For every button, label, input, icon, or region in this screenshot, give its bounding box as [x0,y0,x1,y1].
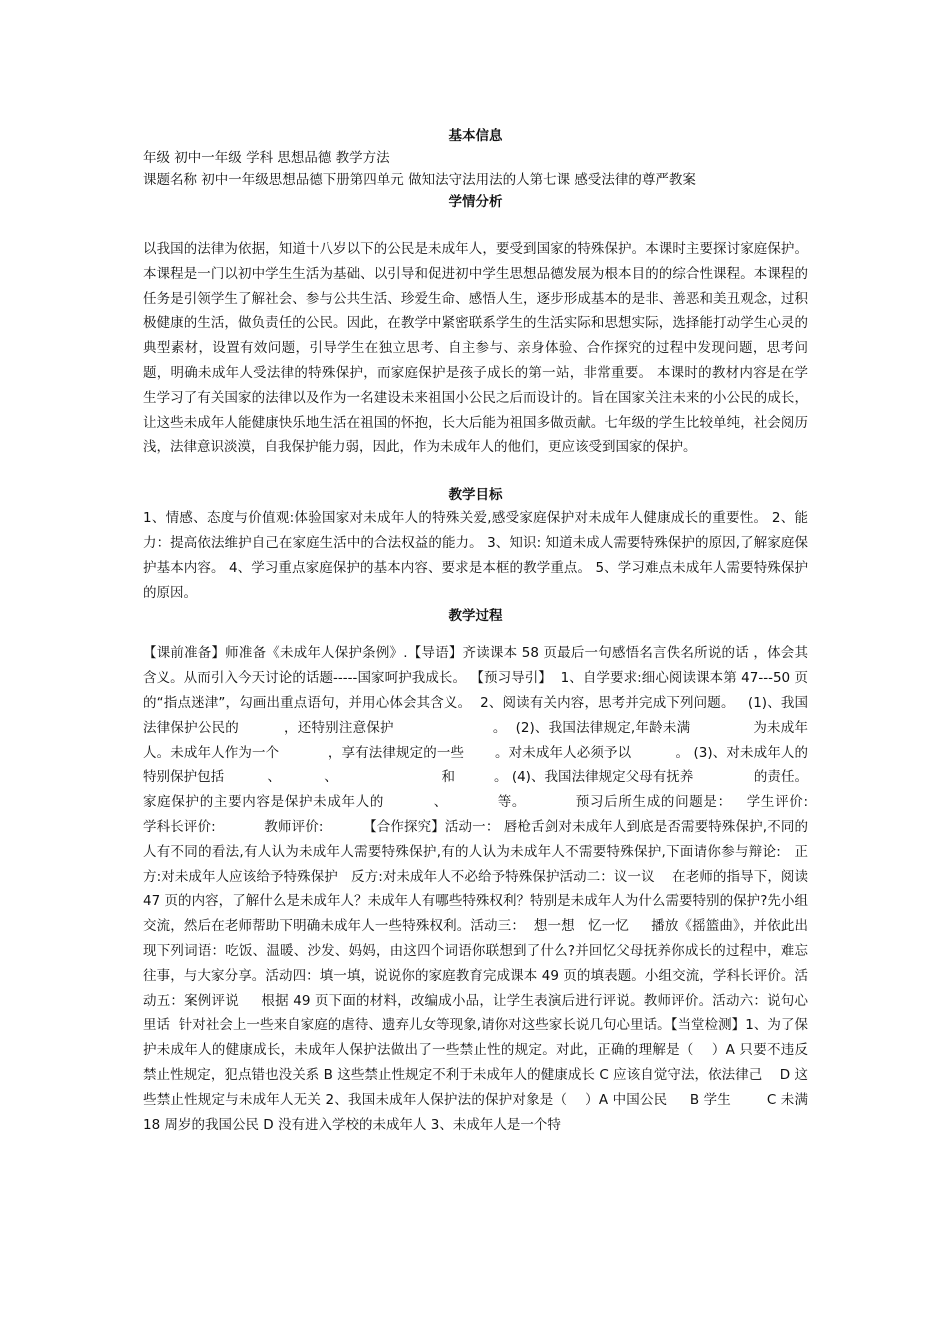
process-heading: 教学过程 [448,608,503,625]
analysis-heading: 学情分析 [448,194,503,210]
process-paragraph: 【课前准备】师准备《未成年人保护条例》.【导语】齐读课本 58 页最后一句感悟名言佚名所说的话 ，体会其含义。从而引入今天讨论的话题-----国家呵护我成长。 【预习导引】 1、自学要求:细心阅读课本第 47---50 页的“指点迷津”，勾画出重点语句，并用心体会其含义。 2、阅读有关内容，思考并完成下列问题。 (1)、我国法律保护公民的 ，还特别注意保护 。 (2)、我国法律规定,年龄未满 为未成年人。未成年人作为一个 ，享有法律规定的一些 。对未成年人必须予以 。 (3)、对未成年人的特别保护包括 、 、 和 。 (4)、我国法律规定父母有抚养 的责任。家庭保护的主要内容是保护未成年人的 、 等。 预习后所生成的问题是： 学生评价: 学科长评价: 教师评价: 【合作探究】活动一： 唇枪舌剑对未成年人到底是否需要特殊保护,不同的人有不同的看法,有人认为未成年人需要特殊保护,有的人认为未成年人不需要特殊保护,下面请你参与辩论: 正方:对未成年人应该给予特殊保护 反方:对未成年人不必给予特殊保护活动二：议一议 在老师的指导下，阅读 47 页的内容，了解什么是未成年人？未成年人有哪些特殊权利？特别是未成年人为什么需要特别的保护?先小组交流，然后在老师帮助下明确未成年人一些特殊权利。活动三： 想一想 忆一忆 播放《摇篮曲》，并依此出现下列词语：吃饭、温暖、沙发、妈妈，由这四个词语你联想到了什么?并回忆父母抚养你成长的过程中，难忘往事，与大家分享。活动四：填一填，说说你的家庭教育完成课本 49 页的填表题。小组交流，学科长评价。活动五：案例评说 根据 49 页下面的材料，改编成小品，让学生表演后进行评说。教师评价。活动六：说句心里话 针对社会上一些来自家庭的虐待、遗弃儿女等现象,请你对这些家长说几句心里话。【当堂检测】1、为了保护未成年人的健康成长，未成年人保护法做出了一些禁止性的规定。对此，正确的理解是（ ）A 只要不违反禁止性规定，犯点错也没关系 B 这些禁止性规定不利于未成年人的健康成长 C 应该自觉守法，依法律己 D 这些禁止性规定与未成年人无关 2、我国未成年人保护法的保护对象是（ ）A 中国公民 B 学生 C 未满 18 周岁的我国公民 D 没有进入学校的未成年人 3、未成年人是一个特 [143,645,864,1133]
goals-paragraph: 1、情感、态度与价值观:体验国家对未成年人的特殊关爱,感受家庭保护对未成年人健康成长的重要性。 2、能力：提高依法维护自己在家庭生活中的合法权益的能力。 3、知识: 知道未成人需要特殊保护的原因,了解家庭保护基本内容。 4、学习重点家庭保护的基本内容、要求是本框的教学重点。 5、学习难点未成年人需要特殊保护的原因。 [143,510,808,601]
basic-info-heading: 基本信息 [448,128,503,144]
lesson-title-line: 课题名称 初中一年级思想品德下册第四单元 做知法守法用法的人第七课 感受法律的尊严教案 [143,172,696,188]
grade-subject-line: 年级 初中一年级 学科 思想品德 教学方法 [143,150,390,166]
analysis-paragraph: 以我国的法律为依据，知道十八岁以下的公民是未成年人，要受到国家的特殊保护。本课时主要探讨家庭保护。本课程是一门以初中学生生活为基础、以引导和促进初中学生思想品德发展为根本目的的综合性课程。本课程的任务是引领学生了解社会、参与公共生活、珍爱生命、感悟人生，逐步形成基本的是非、善恶和美丑观念，过积极健康的生活，做负责任的公民。因此，在教学中紧密联系学生的生活实际和思想实际，选择能打动学生心灵的典型素材，设置有效问题，引导学生在独立思考、自主参与、亲身体验、合作探究的过程中发现问题，思考问题，明确未成年人受法律的特殊保护，而家庭保护是孩子成长的第一站，非常重要。 本课时的教材内容是在学生学习了有关国家的法律以及作为一名建设未来祖国小公民之后而设计的。旨在国家关注未来的小公民的成长，让这些未成年人能健康快乐地生活在祖国的怀抱，长大后能为祖国多做贡献。七年级的学生比较单纯，社会阅历浅，法律意识淡漠，自我保护能力弱，因此，作为未成年人的他们，更应该受到国家的保护。 [143,241,808,456]
goals-heading: 教学目标 [448,487,503,504]
document-page [143,125,864,1137]
